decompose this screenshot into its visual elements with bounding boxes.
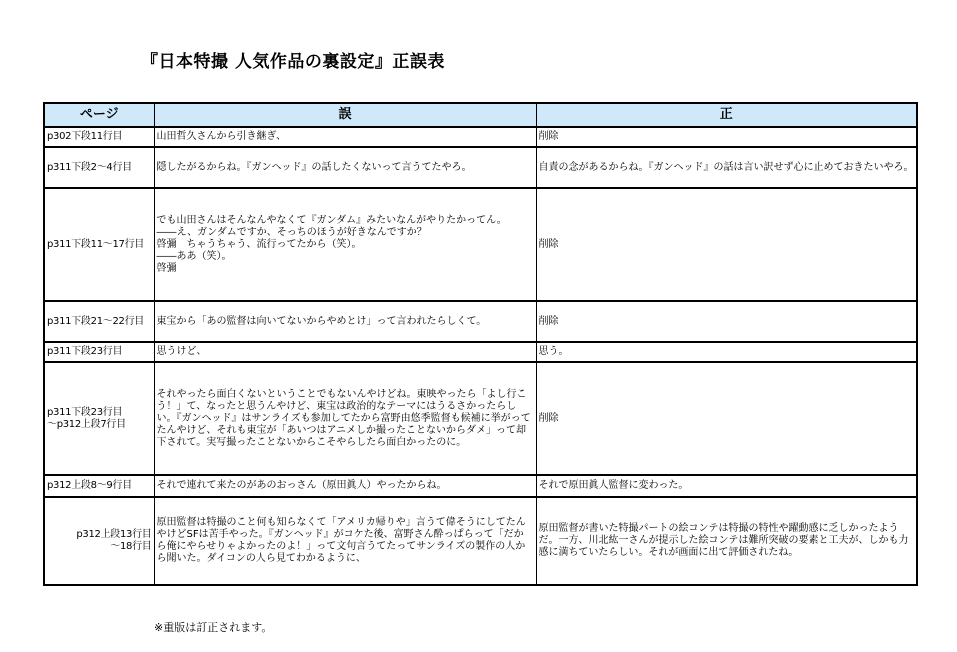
header-page: ページ [44, 103, 154, 127]
errata-table [43, 102, 918, 586]
row-correct: 削除 [536, 188, 917, 301]
row-correct: 削除 [536, 301, 917, 342]
row-wrong: それで連れて来たのがあのおっさん（原田眞人）やったからね。 [154, 475, 536, 497]
row-page: p311下段11～17行目 [44, 188, 154, 301]
row-correct: 自責の念があるからね。『ガンヘッド』の話は言い訳せず心に止めておきたいやろ。 [536, 147, 917, 188]
table-header-row [44, 103, 917, 127]
row-page: p311下段23行目 ～p312上段7行目 [44, 362, 154, 475]
document-title: 『日本特撮 人気作品の裏設定』正誤表 [141, 52, 445, 72]
row-wrong: 山田哲久さんから引き継ぎ、 [154, 127, 536, 147]
table-row [44, 188, 917, 301]
table-row [44, 127, 917, 147]
table-row [44, 362, 917, 475]
row-page: p312上段13行目 ～18行目 [44, 497, 154, 585]
row-page: p311下段21～22行目 [44, 301, 154, 342]
header-wrong: 誤 [154, 103, 536, 127]
table-row [44, 301, 917, 342]
row-page: p311下段2～4行目 [44, 147, 154, 188]
row-page: p311下段23行目 [44, 342, 154, 362]
table-row [44, 342, 917, 362]
table-row [44, 147, 917, 188]
row-correct: 削除 [536, 362, 917, 475]
row-wrong: 原田監督は特撮のこと何も知らなくて「アメリカ帰りや」言うて偉そうにしてたんやけどSFは苦手やった。『ガンヘッド』がコケた後、富野さん酔っぱらって「だから俺にやらせりゃよかったのよ！」って文句言うてたってサンライズの製作の人から聞いた。ダイコンの人ら見てわかるように、 [154, 497, 536, 585]
reprint-note: ※重版は訂正されます。 [154, 621, 273, 634]
row-correct: それで原田眞人監督に変わった。 [536, 475, 917, 497]
row-wrong: 東宝から「あの監督は向いてないからやめとけ」って言われたらしくて。 [154, 301, 536, 342]
table-row [44, 475, 917, 497]
row-page: p302下段11行目 [44, 127, 154, 147]
row-wrong: 思うけど、 [154, 342, 536, 362]
row-correct: 削除 [536, 127, 917, 147]
table-row [44, 497, 917, 585]
row-wrong: それやったら面白くないということでもないんやけどね。東映やったら「よし行こう！」て、なったと思うんやけど、東宝は政治的なテーマにはうるさかったらしい。『ガンヘッド』はサンライズも参加してたから富野由悠季監督も候補に挙がってたんやけど、それも東宝が「あいつはアニメしか撮ったことないからダメ」って却下されて。実写撮ったことないからこそやらしたら面白かったのに。 [154, 362, 536, 475]
row-page: p312上段8～9行目 [44, 475, 154, 497]
header-correct: 正 [536, 103, 917, 127]
row-wrong: 隠したがるからね。『ガンヘッド』の話したくないって言うてたやろ。 [154, 147, 536, 188]
row-wrong: でも山田さんはそんなんやなくて『ガンダム』みたいなんがやりたかってん。 ――え、ガンダムですか、そっちのほうが好きなんですか？ 啓彌 ちゃうちゃう、流行ってたから（笑）。 ――ああ（笑）。 啓彌 [154, 188, 536, 301]
row-correct: 原田監督が書いた特撮パートの絵コンテは特撮の特性や躍動感に乏しかったようだ。一方、川北紘一さんが提示した絵コンテは難所突破の要素と工夫が、しかも力感に満ちていたらしい。それが画面に出て評価されたね。 [536, 497, 917, 585]
row-correct: 思う。 [536, 342, 917, 362]
